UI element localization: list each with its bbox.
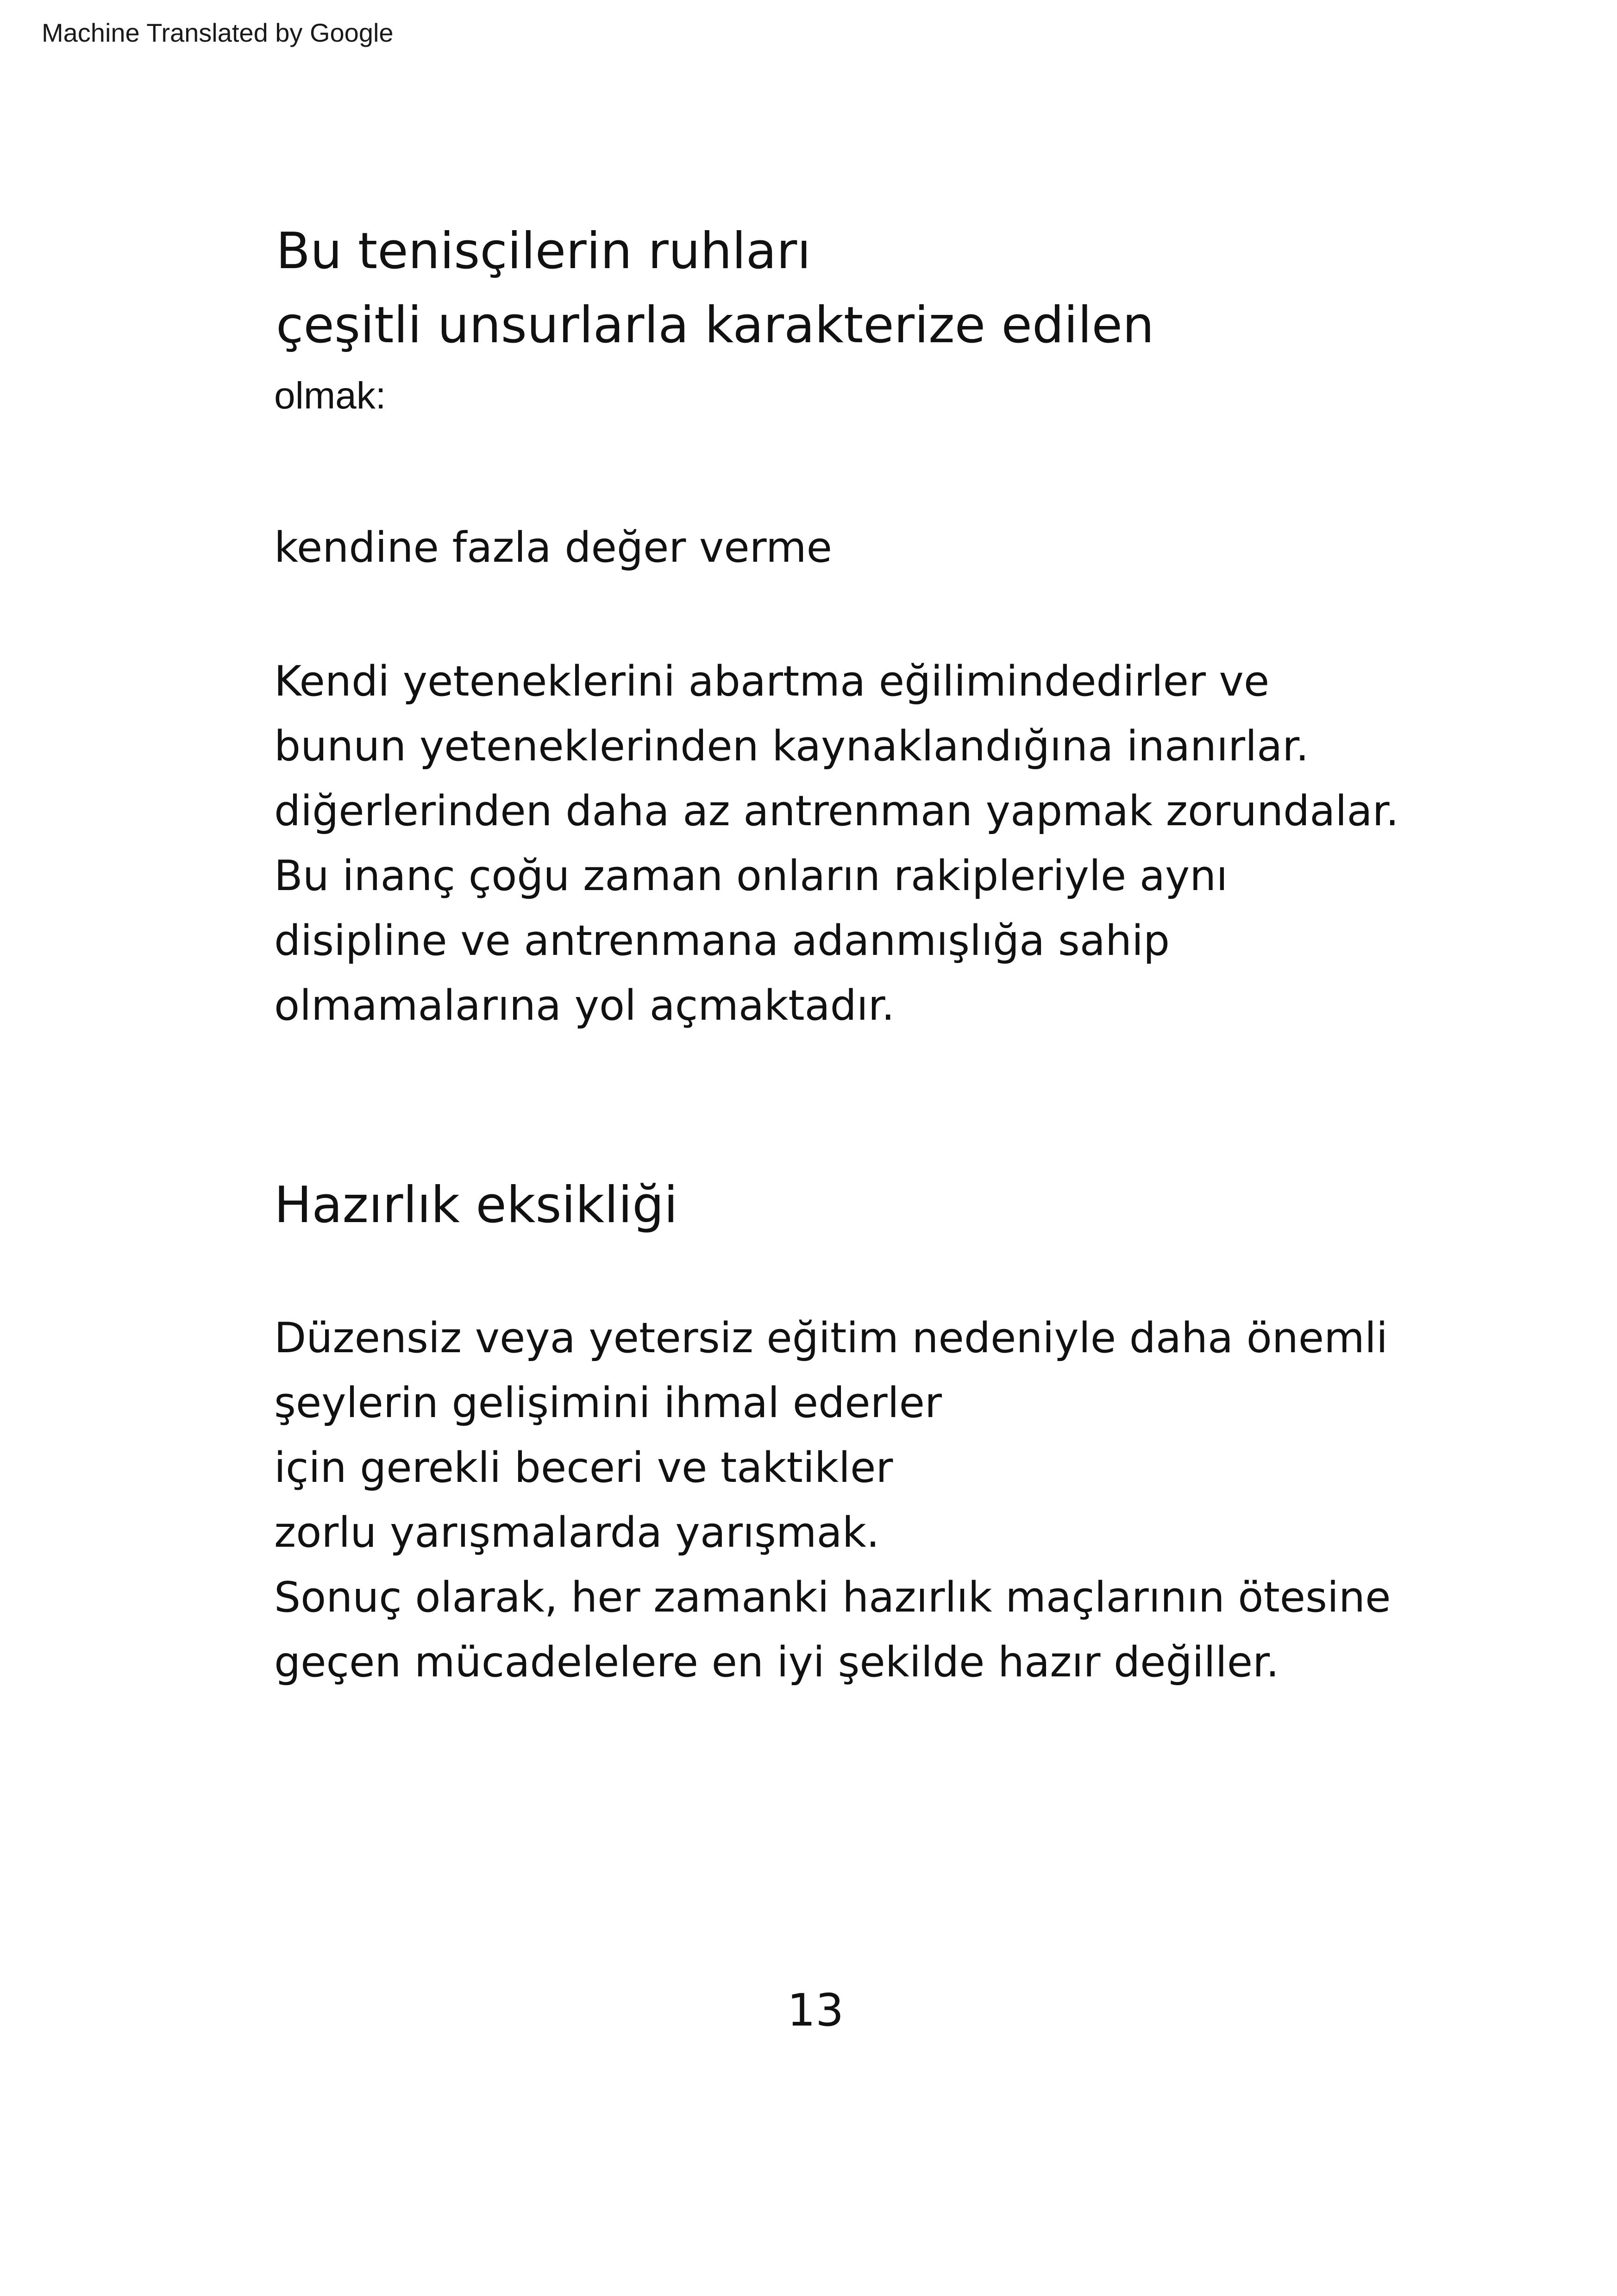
paragraph-line: geçen mücadelelere en iyi şekilde hazır değiller. [274, 1638, 1279, 1687]
paragraph-line: için gerekli beceri ve taktikler [274, 1443, 893, 1492]
paragraph-line: Kendi yeteneklerini abartma eğilimindedirler ve [274, 657, 1270, 706]
paragraph-line: Bu inanç çoğu zaman onların rakipleriyle aynı [274, 852, 1228, 900]
paragraph-line: Düzensiz veya yetersiz eğitim nedeniyle daha önemli [274, 1314, 1388, 1362]
section-title-overvaluation: kendine fazla değer verme [274, 523, 833, 572]
paragraph-line: Sonuç olarak, her zamanki hazırlık maçlarının ötesine [274, 1573, 1391, 1622]
paragraph-line: diğerlerinden daha az antrenman yapmak zorundalar. [274, 787, 1399, 835]
heading-line-3: olmak: [274, 375, 386, 417]
paragraph-line: bunun yeteneklerinden kaynaklandığına inanırlar. [274, 722, 1309, 771]
section-paragraph-overvaluation [274, 649, 1399, 1038]
paragraph-line: şeylerin gelişimini ihmal ederler [274, 1379, 942, 1427]
section-title-lack-of-preparation: Hazırlık eksikliği [274, 1176, 678, 1234]
section-paragraph-lack-of-preparation [274, 1306, 1391, 1695]
paragraph-line: zorlu yarışmalarda yarışmak. [274, 1508, 880, 1557]
machine-translation-banner: Machine Translated by Google [42, 18, 394, 47]
heading-line-2: çeşitli unsurlarla karakterize edilen [276, 296, 1154, 354]
heading-line-1: Bu tenisçilerin ruhları [276, 222, 811, 280]
page-number: 13 [787, 1984, 844, 2036]
paragraph-line: olmamalarına yol açmaktadır. [274, 981, 895, 1030]
paragraph-line: disipline ve antrenmana adanmışlığa sahip [274, 916, 1170, 965]
